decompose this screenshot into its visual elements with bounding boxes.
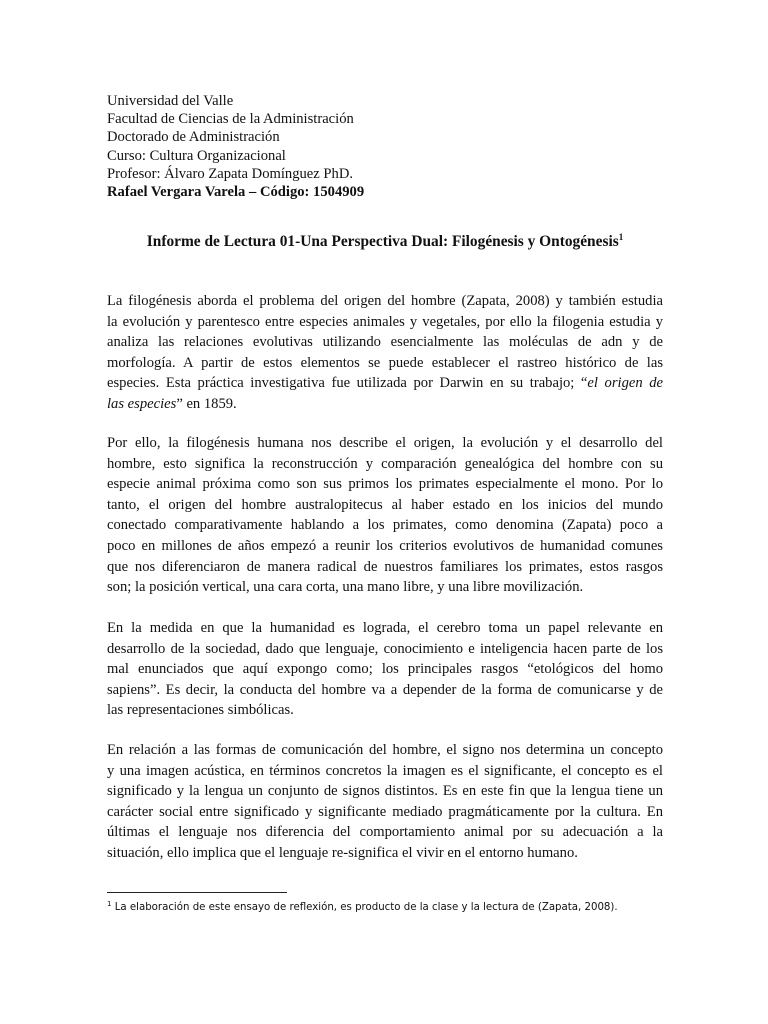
course-name: Curso: Cultura Organizacional (107, 147, 286, 164)
paragraph-line: conectado comparativamente hablando a los primates, como denomina (Zapata) poco a (107, 517, 663, 534)
university-name: Universidad del Valle (107, 93, 234, 109)
paragraph-line: mal enunciados que aquí expongo como; los principales rasgos “etológicos del homo (107, 661, 663, 678)
line-text: especies. Esta práctica investigativa fue utilizada por Darwin en su trabajo; “ (107, 375, 588, 392)
paragraph-line: las representaciones simbólicas. (107, 702, 294, 719)
paragraph-4 (107, 740, 663, 864)
paragraph-line: En la medida en que la humanidad es lograda, el cerebro toma un papel relevante en (107, 620, 663, 636)
paragraph-line: carácter social entre significado y significante mediado pragmáticamente por la cultura. En (107, 803, 663, 820)
title-text: Informe de Lectura 01-Una Perspectiva Dual: Filogénesis y Ontogénesis (146, 233, 619, 250)
faculty-name: Facultad de Ciencias de la Administración (107, 111, 354, 128)
paragraph-line: especie animal próxima como son sus primos los primates especialmente el mono. Por lo (107, 476, 663, 493)
title-footnote-ref: 1 (618, 232, 624, 242)
paragraph-line: En relación a las formas de comunicación del hombre, el signo nos determina un concepto (107, 742, 663, 758)
footnote-number: 1 (107, 900, 112, 908)
paragraph-line: son; la posición vertical, una cara corta, una mano libre, y una libre movilización. (107, 579, 584, 596)
paragraph-line: poco en millones de años empezó a reunir los criterios evolutivos de humanidad comunes (107, 537, 663, 554)
paragraph-line: que nos diferenciaron de manera radical de nuestros familiares los primates, estos rasgos (107, 558, 663, 575)
paragraph-3 (107, 618, 663, 721)
document-header (107, 92, 667, 201)
paragraph-line: La filogénesis aborda el problema del origen del hombre (Zapata, 2008) y también estudia (107, 293, 663, 309)
paragraph-line: significado y la lengua un conjunto de signos distintos. Es en este fin que la lengua tiene un (107, 783, 663, 800)
professor-name: Profesor: Álvaro Zapata Domínguez PhD. (107, 165, 354, 182)
paragraph-2 (107, 433, 663, 598)
paragraph-line: hombre, esto significa la reconstrucción y comparación genealógica del hombre con su (107, 455, 663, 472)
paragraph-line (107, 373, 663, 394)
paragraph-line (107, 394, 663, 415)
paragraph-line: Por ello, la filogénesis humana nos describe el origen, la evolución y el desarrollo del (107, 435, 663, 451)
footnote-divider (107, 892, 287, 893)
paragraph-line: tanto, el origen del hombre australopitecus al haber estado en los inicios del mundo (107, 496, 663, 513)
paragraph-line: desarrollo de la sociedad, dado que lenguaje, conocimiento e inteligencia hacen parte de los (107, 640, 663, 657)
paragraph-line: analiza las relaciones evolutivas utilizando esencialmente las moléculas de adn y de (107, 334, 663, 351)
paragraph-1 (107, 291, 663, 415)
author-name: Rafael Vergara Varela – Código: 1504909 (107, 184, 365, 201)
paragraph-line: últimas el lenguaje nos diferencia del comportamiento animal por su adecuación a la (107, 824, 663, 841)
program-name: Doctorado de Administración (107, 129, 280, 146)
paragraph-line: y una imagen acústica, en términos concretos la imagen es el significante, el concepto es el (107, 762, 663, 779)
paragraph-line: la evolución y parentesco entre especies animales y vegetales, por ello la filogenia estudia y (107, 313, 663, 330)
footnote (107, 901, 707, 915)
italic-title-part: las especies (107, 395, 177, 412)
footnote-text: La elaboración de este ensayo de reflexión, es producto de la clase y la lectura de (Zapata, 2008). (111, 902, 618, 913)
paragraph-line: morfología. A partir de estos elementos se puede establecer el rastreo histórico de las (107, 354, 663, 371)
paragraph-line: situación, ello implica que el lenguaje re-significa el vivir en el entorno humano. (107, 844, 578, 861)
line-text: ” en 1859. (176, 395, 237, 412)
document-title (107, 232, 663, 252)
paragraph-line: sapiens”. Es decir, la conducta del hombre va a depender de la forma de comunicarse y de (107, 681, 663, 698)
italic-title-part: el origen de (587, 375, 663, 392)
